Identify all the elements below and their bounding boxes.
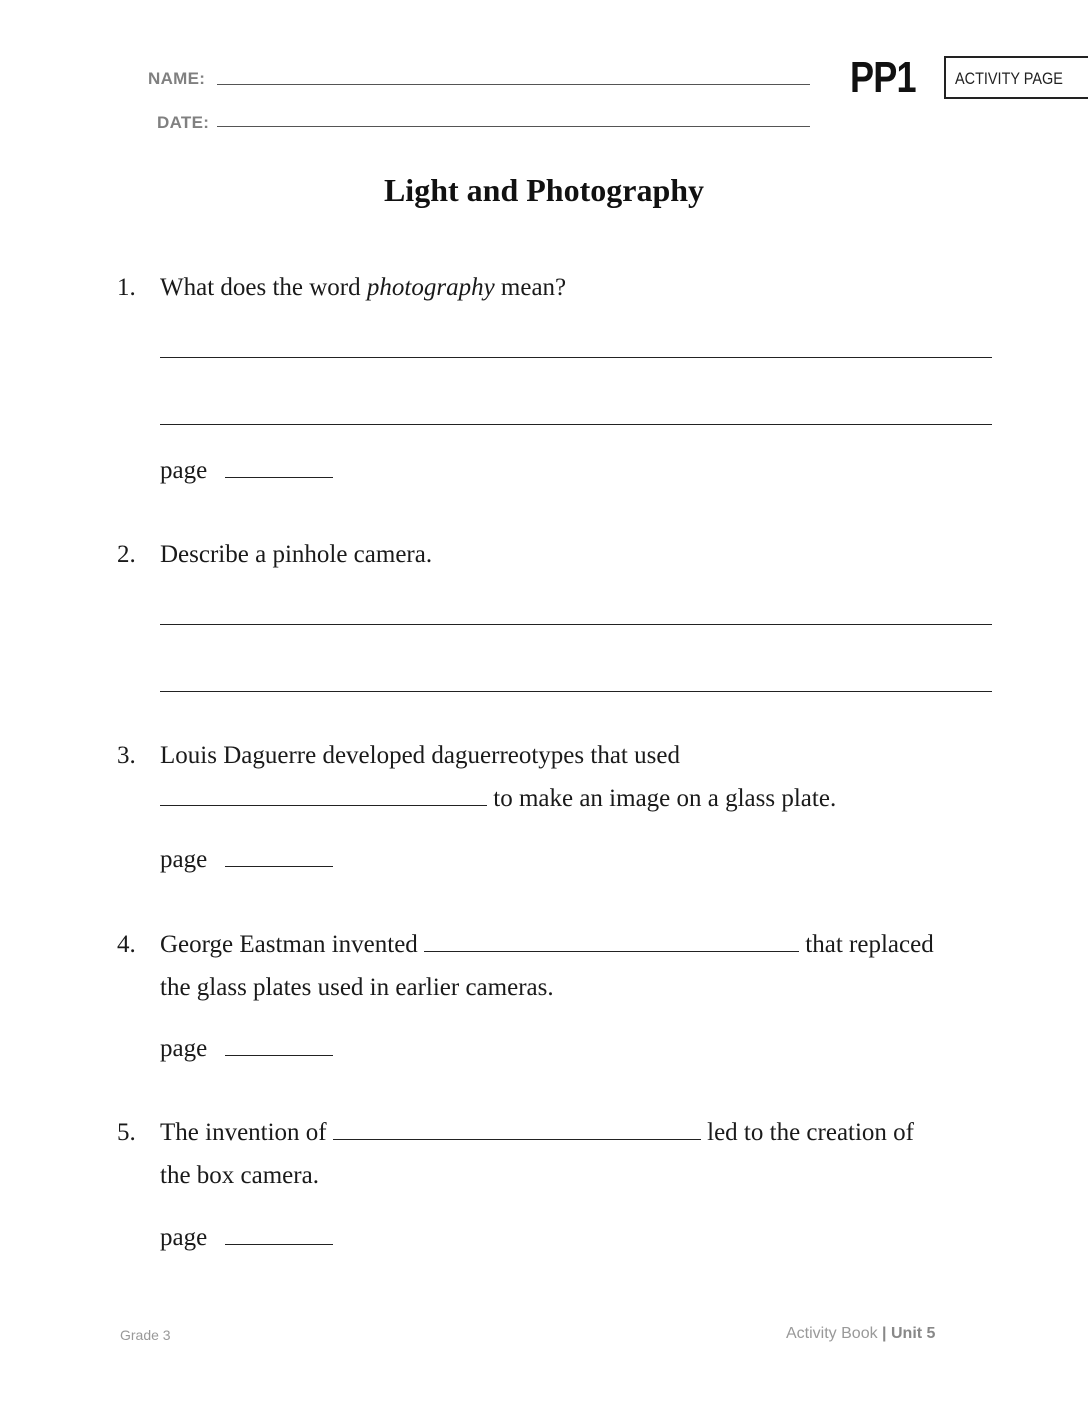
activity-page-label: ACTIVITY PAGE <box>955 69 1063 88</box>
question-5-page-row <box>160 1224 333 1252</box>
question-3-blank[interactable] <box>160 785 487 806</box>
question-4-page-field[interactable] <box>225 1035 333 1056</box>
question-5-number: 5. <box>117 1119 136 1146</box>
question-4-text-line-1: George Eastman invented that replaced <box>160 931 934 958</box>
activity-page-badge <box>944 56 1088 99</box>
question-2-number: 2. <box>117 541 136 568</box>
date-field[interactable] <box>217 126 810 127</box>
page-label: page <box>160 1035 208 1062</box>
date-label: DATE: <box>157 113 210 132</box>
question-5-blank[interactable] <box>333 1119 701 1140</box>
question-5-text-line-2: the box camera. <box>160 1162 319 1189</box>
question-2-answer-line-1[interactable] <box>160 624 992 625</box>
question-1-answer-line-2[interactable] <box>160 424 992 425</box>
question-2-answer-line-2[interactable] <box>160 691 992 692</box>
question-5-page-field[interactable] <box>225 1224 333 1245</box>
activity-code: PP1 <box>850 53 916 102</box>
question-2-text: Describe a pinhole camera. <box>160 541 433 568</box>
question-4-number: 4. <box>117 931 136 958</box>
question-4-page-row <box>160 1035 333 1063</box>
question-1-number: 1. <box>117 274 136 301</box>
name-label: NAME: <box>148 69 206 88</box>
question-5-text-line-1: The invention of led to the creation of <box>160 1119 915 1146</box>
footer-book-unit: Activity Book | Unit 5 <box>786 1325 936 1342</box>
page-title: Light and Photography <box>383 172 705 208</box>
question-1-page-field[interactable] <box>225 457 333 478</box>
question-3-page-row <box>160 846 333 874</box>
question-4-text-line-2: the glass plates used in earlier cameras. <box>160 974 554 1001</box>
question-3-text-line-2: to make an image on a glass plate. <box>160 785 836 813</box>
page-label: page <box>160 846 208 873</box>
page-label: page <box>160 1224 208 1251</box>
question-4-blank[interactable] <box>424 931 799 952</box>
footer-grade: Grade 3 <box>120 1327 171 1343</box>
page-label: page <box>160 457 208 484</box>
question-1-text: What does the word photography mean? <box>160 274 567 301</box>
question-1-page-row <box>160 457 333 485</box>
question-3-page-field[interactable] <box>225 846 333 867</box>
question-1-answer-line-1[interactable] <box>160 357 992 358</box>
question-3-number: 3. <box>117 742 136 769</box>
question-3-text-line-1: Louis Daguerre developed daguerreotypes that used <box>160 742 680 769</box>
name-field[interactable] <box>217 84 810 85</box>
